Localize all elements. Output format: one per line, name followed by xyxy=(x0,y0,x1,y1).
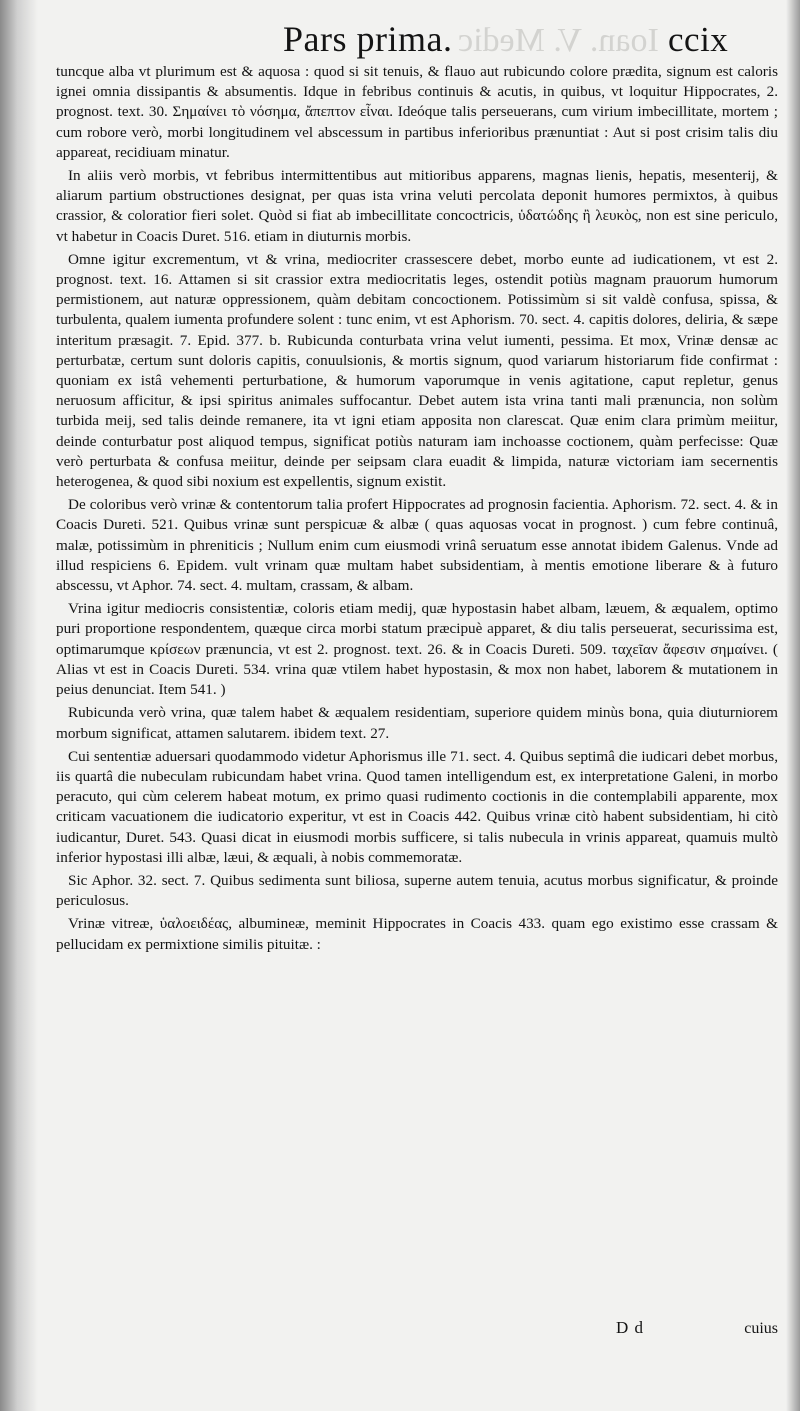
body-text xyxy=(56,62,778,958)
paragraph-9: Vrinæ vitreæ, ὑαλοειδέας, albumineæ, meminit Hippocrates in Coacis 433. quam ego existimo esse crassam & pellucidam ex permixtione similis pituitæ. : xyxy=(56,915,778,953)
signature-mark: D d xyxy=(616,1318,645,1337)
paragraph-2: In aliis verò morbis, vt febribus intermittentibus aut mitioribus apparens, magnas lienis, hepatis, mesenterij, & aliarum partium obstructiones designat, per quas ista vrina veluti percolata deponit humores permixtos, à quibus crassior, & coloratior fieri solet. Quòd si fiat ab imbecillitate concoctricis, ὑδατώδης ἢ λευκὸς, non est sine periculo, vt habetur in Coacis Duret. 516. etiam in diuturnis morbis. xyxy=(56,167,778,245)
bleed-through-text: Ioan. V. Medic xyxy=(458,22,659,59)
page-header xyxy=(0,18,800,62)
paragraph-6: Rubicunda verò vrina, quæ talem habet & æqualem residentiam, superiore quidem minùs bona, quia diuturniorem morbum significat, attamen salutarem. ibidem text. 27. xyxy=(56,704,778,742)
catchline xyxy=(56,1318,778,1342)
paragraph-7: Cui sententiæ aduersari quodammodo videtur Aphorismus ille 71. sect. 4. Quibus septimâ die iudicari debet morbus, iis quartâ die nubeculam rubicundam habet vrina. Quod tamen intelligendum est, ex interpretatione Galeni, in morbo peracuto, qui cùm celerem habeat motum, ex primo quasi rudimento coctionis in die contemplabili apparente, mox criticam vacuationem die iudicatorio experitur, vt est in Coacis 442. Quibus vrinæ citò habent subsidentiam, hi citò iudicantur, Duret. 543. Quasi dicat in eiusmodi morbis sufficere, si talis nubecula in vrinis appareat, quamuis multò inferior hypostasi illi albæ, læui, & æquali, à nobis commemoratæ. xyxy=(56,747,778,866)
paragraph-5: Vrina igitur mediocris consistentiæ, coloris etiam medij, quæ hypostasin habet albam, læuem, & æqualem, optimo puri proportione respondentem, quæque circa morbi statum præcipuè apparet, & diu talis perseuerat, securissima est, optimarumque κρίσεων prænuncia, vt est 2. prognost. text. 26. & in Coacis Dureti. 509. ταχεῖαν ἄφεσιν σημαίνει. ( Alias vt est in Coacis Dureti. 534. vrina quæ vtilem habet hypostasin, & mox non habet, laborem & mutationem in peius denunciat. Item 541. ) xyxy=(56,600,778,699)
paragraph-1: tuncque alba vt plurimum est & aquosa : quod si sit tenuis, & flauo aut rubicundo colore prædita, signum est caloris ignei omnia dissipantis & absumentis. Idque in febribus continuis & acutis, in quibus, vt loquitur Hippocrates, 2. prognost. text. 30. Σημαίνει τὸ νόσημα, ἄπεπτον εἶναι. Ideóque talis perseuerans, cum virium imbecillitate, mortem ; cum robore verò, morbi longitudinem vel abscessum in partibus inferioribus prænuntiat : Aut si post crisim talis diu appareat, recidiuam minatur. xyxy=(56,63,778,161)
folio-number: ccix xyxy=(668,20,729,59)
paragraph-8: Sic Aphor. 32. sect. 7. Quibus sedimenta sunt biliosa, superne autem tenuia, acutus morbus significatur, & proinde periculosus. xyxy=(56,871,778,910)
edge-shadow xyxy=(786,0,800,1411)
gutter-shadow xyxy=(0,0,38,1411)
catchword: cuius xyxy=(744,1320,778,1337)
paragraph-3: Omne igitur excrementum, vt & vrina, mediocriter crassescere debet, morbo eunte ad iudicationem, vt est 2. prognost. text. 16. Attamen si sit crassior extra mediocritatis leges, ostendit potiùs magnam prauorum humorum permistionem, aut naturæ oppressionem, quàm debitam concoctionem. Potissimùm si sit valdè confusa, spissa, & turbulenta, qualem iumenta profundere solent : tunc enim, vt est Aphorism. 70. sect. 4. capitis dolores, deliria, & sæpe interitum præsagit. 7. Epid. 377. b. Rubicunda conturbata vrina velut iumenti, pessima. Et mox, Vrinæ densæ ac perturbatæ, certum sunt doloris capitis, conuulsionis, & mortis signum, quod variarum historiarum fide confirmat : quoniam ex istâ vehementi perturbatione, & humorum vaporumque in venis agitatione, caput repletur, genus neruosum afficitur, & ipsi spiritus animales suffocantur. Debet autem ista vrina tanti mali prænuncia, non solùm turbida meij, sed talis deinde remanere, ita vt igni etiam apposita non clarescat. Quæ enim clara primùm meiitur, deinde conturbatur post aliquod tempus, significat potiùs naturam iam inchoasse coctionem, quàm perfecisse: Quæ verò perturbata & confusa meiitur, deinde per seipsam clara euadit & limpida, naturæ victoriam iam secernentis heterogenea, & quod sibi noxium est expellentis, signum existit. xyxy=(56,250,778,491)
paragraph-4: De coloribus verò vrinæ & contentorum talia profert Hippocrates ad prognosin facientia. Aphorism. 72. sect. 4. & in Coacis Dureti. 521. Quibus vrinæ sunt perspicuæ & albæ ( quas aquosas vocat in prognost. ) cum febre continuâ, malæ, potissimùm in phreniticis ; Nullum enim cum eiusmodi vrinâ seruatum esse annotat ibidem Galenus. Vnde ad illud respiciens 6. Epidem. vult vrinam quæ multam habet subsidentiam, à mentis emotione liberare & à futuro abscessu, vt Aphor. 74. sect. 4. multam, crassam, & albam. xyxy=(56,496,778,595)
running-title: Pars prima. xyxy=(283,19,453,59)
